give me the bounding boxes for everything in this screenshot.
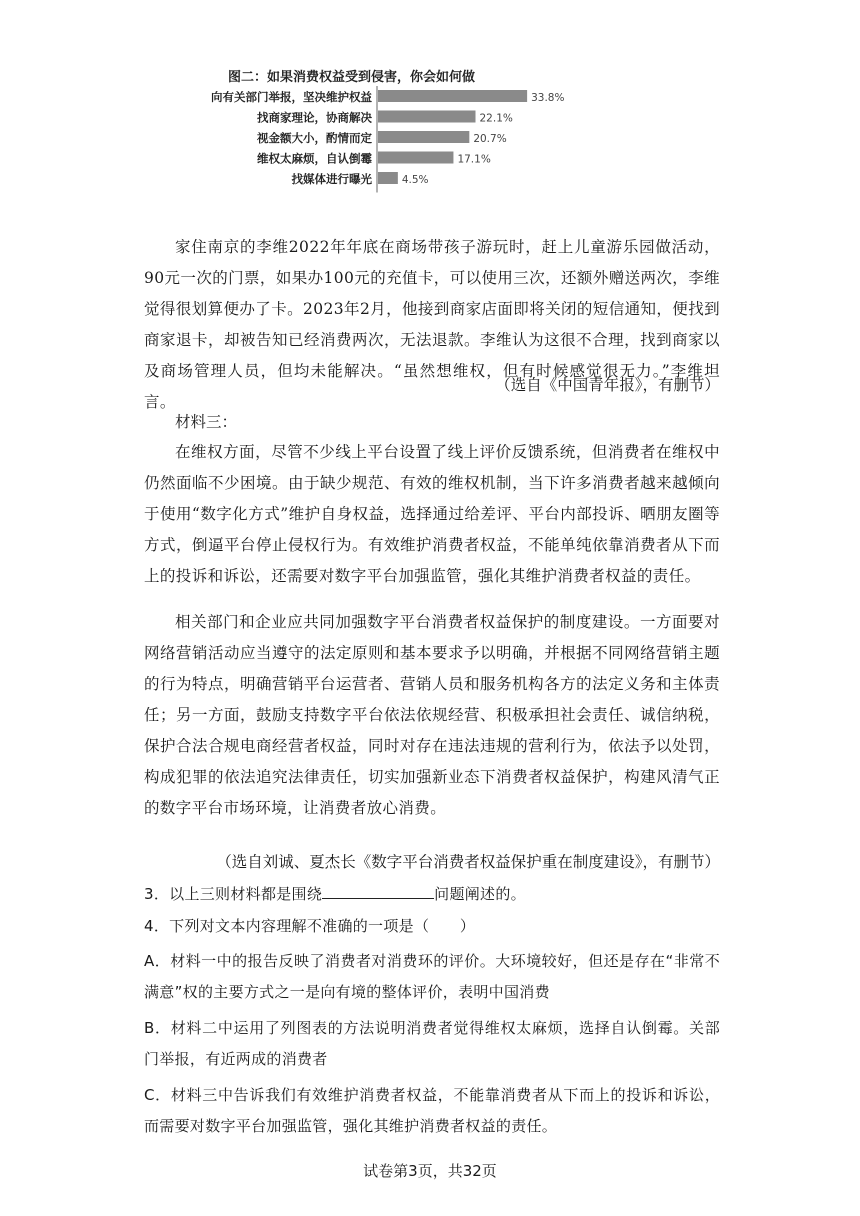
chart-title: 图二：如果消费权益受到侵害，你会如何做 bbox=[228, 70, 476, 85]
bar bbox=[378, 131, 469, 143]
material3-heading: 材料三： bbox=[175, 413, 238, 431]
category-label: 维权太麻烦，自认倒霉 bbox=[257, 151, 372, 166]
data-label: 33.8% bbox=[531, 92, 565, 104]
category-label: 向有关部门举报，坚决维护权益 bbox=[211, 90, 372, 104]
bar-chart bbox=[180, 62, 580, 194]
material2-paragraph: 家住南京的李维2022年年底在商场带孩子游玩时，赶上儿童游乐园做活动，90元一次的门票，如果办100元的充值卡，可以使用三次，还额外赠送两次，李维觉得很划算便办了卡。2023年2月，他接到商家店面即将关闭的短信通知，便找到商家退卡，却被告知已经消费两次，无法退款。李维认为这很不合理，找到商家以及商场管理人员，但均未能解决。“虽然想维权，但有时候感觉很无力。”李维坦言。 bbox=[144, 238, 721, 411]
chart-plot bbox=[180, 84, 580, 194]
option-a: A．材料一中的报告反映了消费者对消费环的评价。大环境较好，但还是存在“非常不满意”权的主要方式之一是向有境的整体评价，表明中国消费 bbox=[144, 952, 720, 1001]
data-label: 22.1% bbox=[479, 112, 513, 125]
category-label: 视金额大小，酌情而定 bbox=[257, 131, 372, 145]
data-label: 4.5% bbox=[401, 174, 429, 186]
option-c: C．材料三中告诉我们有效维护消费者权益，不能靠消费者从下而上的投诉和诉讼，而需要对数字平台加强监管，强化其维护消费者权益的责任。 bbox=[144, 1086, 720, 1135]
bar bbox=[378, 111, 476, 123]
bar bbox=[378, 90, 527, 102]
question-4-stem: 4．下列对文本内容理解不准确的一项是（ ） bbox=[144, 917, 476, 935]
bar bbox=[378, 152, 453, 164]
material3-paragraph-2: 相关部门和企业应共同加强数字平台消费者权益保护的制度建设。一方面要对网络营销活动应当遵守的法定原则和基本要求予以明确，并根据不同网络营销主题的行为特点，明确营销平台运营者、营销人员和服务机构各方的法定义务和主体责任；另一方面，鼓励支持数字平台依法依规经营、积极承担社会责任、诚信纳税，保护合法合规电商经营者权益，同时对存在违法违规的营利行为，依法予以处罚，构成犯罪的依法追究法律责任，切实加强新业态下消费者权益保护，构建风清气正的数字平台市场环境，让消费者放心消费。 bbox=[144, 613, 720, 817]
bar bbox=[378, 172, 398, 184]
question-3-text: 3．以上三则材料都是围绕 bbox=[144, 885, 323, 903]
answer-blank bbox=[322, 882, 434, 899]
material3-source: （选自刘诚、夏杰长《数字平台消费者权益保护重在制度建设》，有删节） bbox=[216, 853, 720, 871]
question-3-text-end: 问题阐述的。 bbox=[434, 885, 526, 903]
category-label: 找媒体进行曝光 bbox=[291, 172, 372, 186]
data-label: 17.1% bbox=[457, 153, 491, 166]
question-3 bbox=[144, 879, 720, 910]
option-b: B．材料二中运用了列图表的方法说明消费者觉得维权太麻烦，选择自认倒霉。关部门举报，有近两成的消费者 bbox=[144, 1019, 720, 1068]
material2-source: （选自《中国青年报》，有删节） bbox=[495, 376, 720, 394]
category-label: 找商家理论，协商解决 bbox=[257, 110, 372, 125]
material3-paragraph-1: 在维权方面，尽管不少线上平台设置了线上评价反馈系统，但消费者在维权中仍然面临不少困境。由于缺少规范、有效的维权机制，当下许多消费者越来越倾向于使用“数字化方式”维护自身权益，选择通过给差评、平台内部投诉、晒朋友圈等方式，倒逼平台停止侵权行为。有效维护消费者权益，不能单纯依靠消费者从下而上的投诉和诉讼，还需要对数字平台加强监管，强化其维护消费者权益的责任。 bbox=[144, 443, 720, 585]
data-label: 20.7% bbox=[473, 133, 507, 145]
page-footer: 试卷第3页，共32页 bbox=[363, 1162, 497, 1180]
